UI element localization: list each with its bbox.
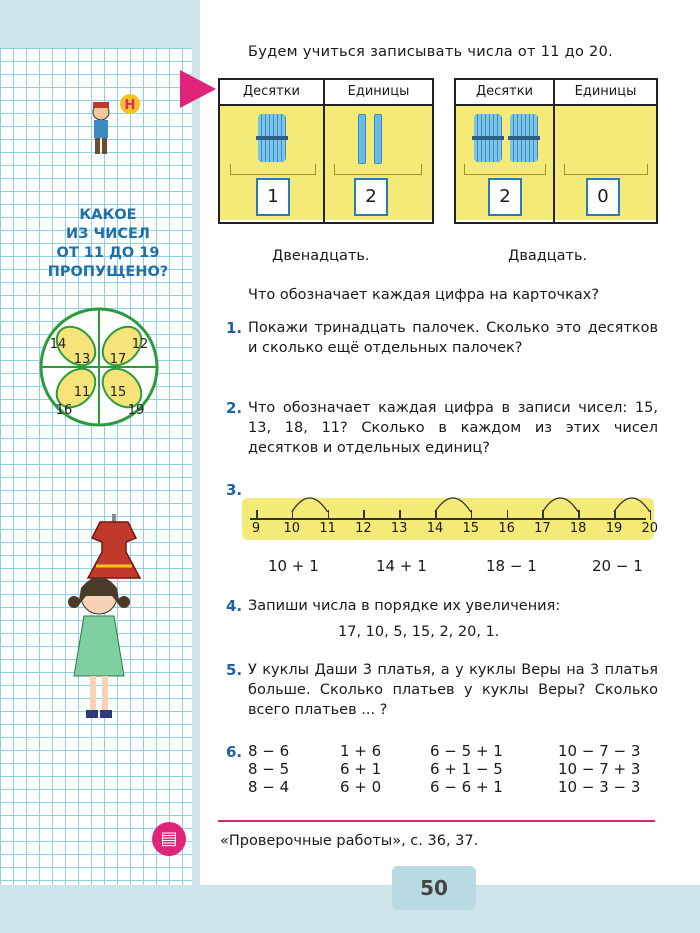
task-text: Запиши числа в порядке их увеличения: xyxy=(248,598,561,614)
digit-card: 2 xyxy=(354,178,388,216)
math-expression: 10 − 7 − 3 xyxy=(558,742,641,760)
shelf xyxy=(230,164,316,175)
task-5 xyxy=(226,660,658,722)
math-expression: 10 − 7 + 3 xyxy=(558,760,641,778)
number-line-label: 11 xyxy=(319,521,336,536)
number-line-tick xyxy=(363,510,365,520)
units-header: Единицы xyxy=(555,80,656,106)
number-line-label: 13 xyxy=(390,521,408,536)
shelf xyxy=(564,164,648,175)
number-line-label: 10 xyxy=(283,521,301,536)
sidebar-question xyxy=(28,206,188,282)
footer-divider xyxy=(218,820,655,822)
digit-card: 2 xyxy=(488,178,522,216)
table-1-caption: Двенадцать. xyxy=(272,248,370,264)
flower-number: 12 xyxy=(131,337,149,352)
task-number: 3. xyxy=(226,481,243,499)
task-text: У куклы Даши 3 платья, а у куклы Веры на 3 платья больше. Сколько платьев у куклы Веры? Сколько всего платьев ... ? xyxy=(248,662,658,718)
flower-number: 11 xyxy=(73,385,91,400)
number-line-tick xyxy=(650,510,652,520)
units-header: Единицы xyxy=(325,80,432,106)
tens-header: Десятки xyxy=(456,80,553,106)
shelf xyxy=(464,164,546,175)
task-text: Покажи тринадцать палочек. Сколько это десятков и сколько ещё отдельных палочек? xyxy=(248,320,658,356)
task-6 xyxy=(226,742,248,763)
tens-header: Десятки xyxy=(220,80,323,106)
book-icon[interactable]: ▤ xyxy=(152,822,186,856)
number-line-tick xyxy=(328,510,330,520)
number-line-label: 19 xyxy=(605,521,623,536)
task-number: 2. xyxy=(226,399,243,417)
number-line-tick xyxy=(292,510,294,520)
math-column-1 xyxy=(248,742,289,796)
ten-sticks-bundle-icon xyxy=(258,114,286,162)
jump-arc xyxy=(542,498,578,512)
place-value-table-1 xyxy=(218,78,434,224)
expression: 20 − 1 xyxy=(592,557,643,575)
number-line-label: 12 xyxy=(355,521,372,536)
column-divider xyxy=(553,80,555,222)
jump-arc xyxy=(292,498,328,512)
task-number: 1. xyxy=(226,319,243,337)
number-line-tick xyxy=(614,510,616,520)
flower-number: 13 xyxy=(73,352,91,367)
task-text: Что обозначает каждая цифра в записи чисел: 15, 13, 18, 11? Сколько в каждом из этих чисел десятков и отдельных единиц? xyxy=(248,400,658,456)
task-2 xyxy=(226,398,658,460)
jump-arc xyxy=(614,498,650,512)
math-column-3 xyxy=(430,742,503,796)
number-line-axis xyxy=(250,518,646,520)
number-line-tick xyxy=(471,510,473,520)
math-column-2 xyxy=(340,742,381,796)
number-line-label: 16 xyxy=(498,521,515,536)
table-2-caption: Двадцать. xyxy=(508,248,588,264)
flower-number: 19 xyxy=(127,403,145,418)
doll-illustration xyxy=(62,566,136,726)
math-expression: 6 − 6 + 1 xyxy=(430,778,503,796)
number-line-label: 17 xyxy=(534,521,551,536)
number-line-tick xyxy=(507,510,509,520)
math-expression: 6 + 1 − 5 xyxy=(430,760,503,778)
number-line-tick xyxy=(399,510,401,520)
ten-sticks-bundle-icon xyxy=(474,114,502,162)
footer-reference[interactable]: «Проверочные работы», с. 36, 37. xyxy=(220,833,479,849)
stick-icon xyxy=(374,114,382,164)
column-divider xyxy=(323,80,325,222)
task-number: 5. xyxy=(226,661,243,679)
jump-arcs xyxy=(242,494,654,516)
sidebar-question-line: ОТ 11 ДО 19 xyxy=(56,245,160,261)
task-4 xyxy=(226,596,658,640)
digit-card: 0 xyxy=(586,178,620,216)
flower-number: 15 xyxy=(109,385,127,400)
pointer-arrow-icon xyxy=(180,70,216,108)
digit-card: 1 xyxy=(256,178,290,216)
number-line-tick xyxy=(542,510,544,520)
number-line-tick xyxy=(435,510,437,520)
math-expression: 8 − 4 xyxy=(248,778,290,796)
task-number: 6. xyxy=(226,743,243,761)
expression: 10 + 1 xyxy=(268,557,319,575)
sidebar-question-line: ПРОПУЩЕНО? xyxy=(47,264,169,280)
math-expression: 6 + 1 xyxy=(340,760,382,778)
number-line-label: 9 xyxy=(251,521,261,536)
boy-badge-letter: Н xyxy=(124,98,136,113)
place-value-table-2 xyxy=(454,78,658,224)
number-line-label: 20 xyxy=(641,521,659,536)
ten-sticks-bundle-icon xyxy=(510,114,538,162)
number-line-tick xyxy=(256,510,258,520)
math-expression: 1 + 6 xyxy=(340,742,382,760)
math-expression: 8 − 5 xyxy=(248,760,290,778)
number-line xyxy=(242,498,659,540)
math-column-4 xyxy=(558,742,640,796)
math-expression: 6 − 5 + 1 xyxy=(430,742,503,760)
sidebar-grid xyxy=(0,48,192,933)
main-question: Что обозначает каждая цифра на карточках? xyxy=(248,287,600,303)
flower-number: 17 xyxy=(109,352,127,367)
number-line-label: 14 xyxy=(426,521,444,536)
expression: 18 − 1 xyxy=(486,557,537,575)
sidebar-question-line: ИЗ ЧИСЕЛ xyxy=(66,226,150,242)
bottom-strip xyxy=(0,885,700,933)
task-number: 4. xyxy=(226,597,243,615)
page-title: Будем учиться записывать числа от 11 до 20. xyxy=(248,44,614,60)
task-numbers: 17, 10, 5, 15, 2, 20, 1. xyxy=(338,624,500,640)
number-line-label: 15 xyxy=(462,521,480,536)
flower-number: 14 xyxy=(49,337,67,352)
task-1 xyxy=(226,318,658,380)
flower-puzzle xyxy=(38,306,160,428)
sidebar-question-line: КАКОЕ xyxy=(79,207,137,223)
jump-arc xyxy=(435,498,471,512)
math-expression: 8 − 6 xyxy=(248,742,290,760)
math-expression: 10 − 3 − 3 xyxy=(558,778,641,796)
stick-icon xyxy=(358,114,366,164)
shelf xyxy=(334,164,422,175)
number-line-tick xyxy=(578,510,580,520)
math-expression: 6 + 0 xyxy=(340,778,382,796)
number-line-label: 18 xyxy=(569,521,587,536)
boy-illustration xyxy=(85,92,145,162)
page-number: 50 xyxy=(392,866,476,910)
flower-number: 16 xyxy=(55,403,73,418)
expression: 14 + 1 xyxy=(376,557,427,575)
